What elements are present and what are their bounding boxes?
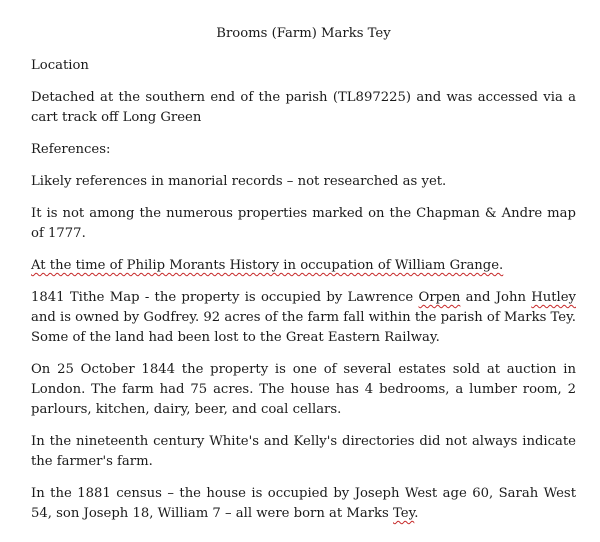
- tithe-text-2: and John: [460, 290, 532, 305]
- document-title: Brooms (Farm) Marks Tey: [216, 26, 391, 41]
- tithe-name-hutley: Hutley: [531, 290, 576, 305]
- chapman-map-paragraph: It is not among the numerous properties marked on the Chapman & Andre map of 1777.: [31, 206, 576, 241]
- manorial-paragraph: Likely references in manorial records – not researched as yet.: [31, 174, 447, 189]
- census-name-tey: Tey: [393, 506, 415, 521]
- census-text-2: .: [414, 506, 419, 521]
- morant-text: At the time of Philip Morants History in occupation of William Grange.: [31, 258, 504, 273]
- directories-paragraph: In the nineteenth century White's and Kelly's directories did not always indicate the farmer's farm.: [31, 434, 576, 469]
- location-text: Detached at the southern end of the parish (TL897225) and was accessed via a cart track off Long Green: [31, 90, 576, 125]
- tithe-map-paragraph: [31, 288, 576, 348]
- tithe-name-orpen: Orpen: [418, 290, 461, 305]
- census-text-1: In the 1881 census – the house is occupied by Joseph West age 60, Sarah West 54, son Joseph 18, William 7 – all were born at Marks: [31, 486, 576, 521]
- morant-paragraph: [31, 256, 576, 276]
- references-heading: References:: [31, 142, 111, 157]
- auction-paragraph: On 25 October 1844 the property is one of several estates sold at auction in London. The farm had 75 acres. The house has 4 bedrooms, a lumber room, 2 parlours, kitchen, dairy, beer, and coal cellars.: [31, 362, 576, 417]
- tithe-text-3: and is owned by Godfrey. 92 acres of the farm fall within the parish of Marks Tey. Some of the land had been lost to the Great Eastern Railway.: [31, 310, 576, 345]
- census-paragraph: [31, 484, 576, 524]
- location-heading: Location: [31, 58, 89, 73]
- tithe-text-1: 1841 Tithe Map - the property is occupied by Lawrence: [31, 290, 419, 305]
